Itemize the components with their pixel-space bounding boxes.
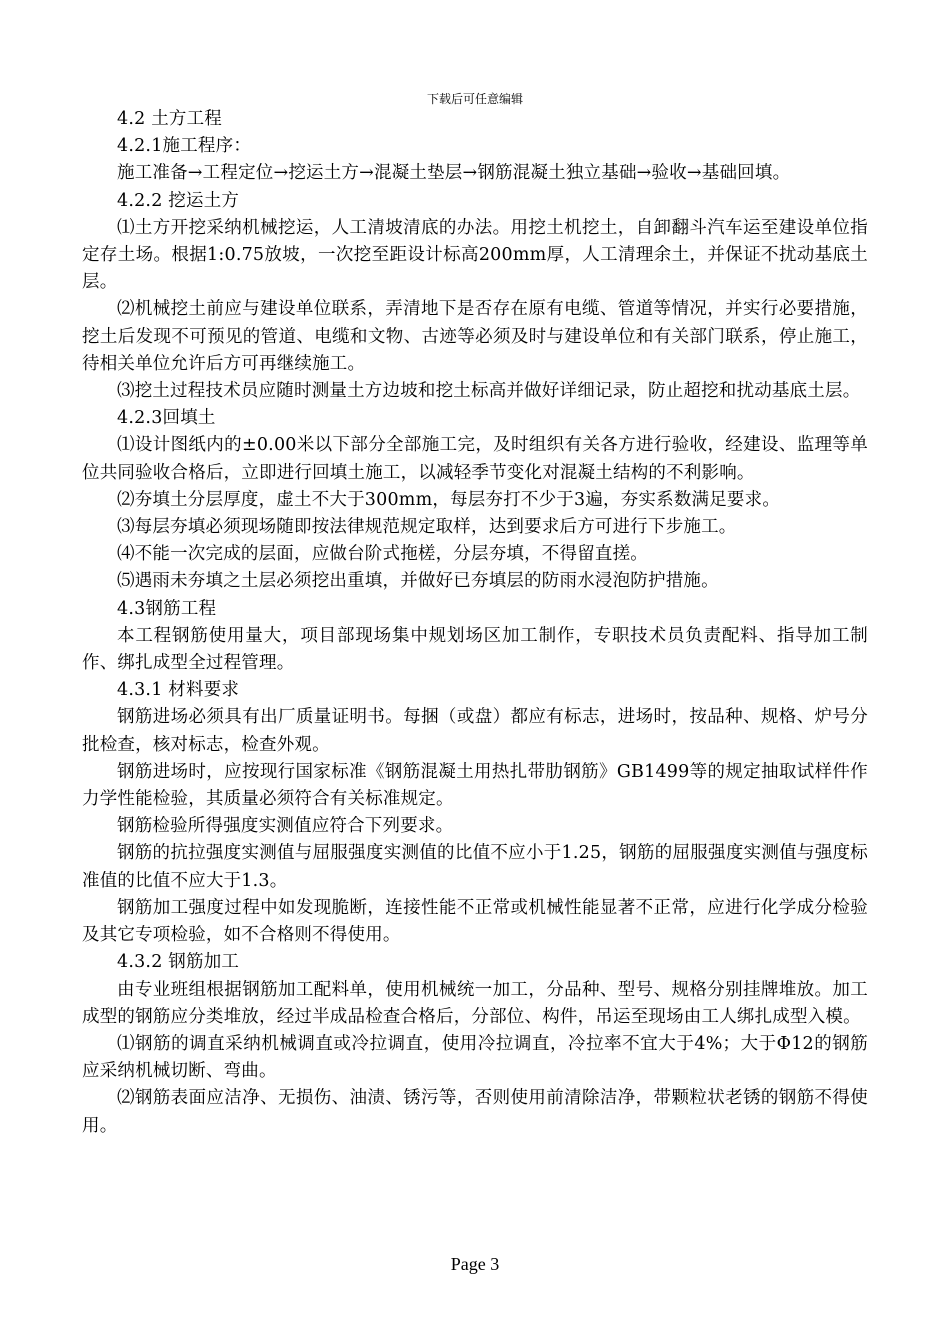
section-heading-4-2: 4.2 土方工程: [117, 109, 222, 129]
paragraph: 钢筋进场必须具有出厂质量证明书。每捆（或盘）都应有标志，进场时，按品种、规格、炉号分批检查，核对标志，检查外观。: [82, 707, 868, 755]
paragraph: ⑷不能一次完成的层面，应做台阶式拖槎，分层夯填，不得留直搓。: [117, 544, 648, 565]
document-body: [82, 106, 868, 1140]
page-number: Page 3: [450, 1254, 500, 1274]
section-heading-4-3: 4.3钢筋工程: [117, 598, 217, 619]
paragraph: ⑸遇雨未夯填之土层必须挖出重填，并做好已夯填层的防雨水浸泡防护措施。: [117, 571, 719, 592]
paragraph: ⑵夯填土分层厚度，虚土不大于300mm，每层夯打不少于3遍，夯实系数满足要求。: [117, 489, 781, 510]
paragraph: 钢筋检验所得强度实测值应符合下列要求。: [117, 816, 454, 837]
subheading-4-3-2: 4.3.2 钢筋加工: [117, 952, 240, 973]
subheading-4-2-3: 4.2.3回填土: [117, 408, 216, 429]
paragraph: ⑶每层夯填必须现场随即按法律规范规定取样，达到要求后方可进行下步施工。: [117, 517, 737, 538]
subheading-4-2-2: 4.2.2 挖运土方: [117, 190, 240, 211]
paragraph: 施工准备→工程定位→挖运土方→混凝土垫层→钢筋混凝土独立基础→验收→基础回填。: [117, 163, 791, 184]
subheading-4-3-1: 4.3.1 材料要求: [117, 680, 240, 701]
subheading-4-2-1: 4.2.1施工程序：: [117, 136, 252, 157]
page-header: 下载后可任意编辑: [426, 92, 523, 106]
paragraph: 由专业班组根据钢筋加工配料单，使用机械统一加工，分品种、型号、规格分别挂牌堆放。加工成型的钢筋应分类堆放，经过半成品检查合格后，分部位、构件，吊运至现场由工人绑扎成型入模。: [82, 979, 868, 1027]
paragraph: ⑶挖土过程技术员应随时测量土方边坡和挖土标高并做好详细记录，防止超挖和扰动基底土层。: [117, 381, 861, 402]
paragraph: 本工程钢筋使用量大，项目部现场集中规划场区加工制作，专职技术员负责配料、指导加工制作、绑扎成型全过程管理。: [82, 625, 868, 674]
paragraph: 钢筋加工强度过程中如发现脆断，连接性能不正常或机械性能显著不正常，应进行化学成分检验及其它专项检验，如不合格则不得使用。: [82, 897, 868, 946]
paragraph: ⑴土方开挖采纳机械挖运，人工清坡清底的办法。用挖土机挖土，自卸翻斗汽车运至建设单位指定存土场。根据1:0.75放坡，一次挖至距设计标高200mm厚，人工清理余土，并保证不扰动基底土层。: [82, 217, 868, 293]
paragraph: 钢筋的抗拉强度实测值与屈服强度实测值的比值不应小于1.25，钢筋的屈服强度实测值与强度标准值的比值不应大于1.3。: [82, 843, 868, 891]
paragraph: ⑴设计图纸内的±0.00米以下部分全部施工完，及时组织有关各方进行验收，经建设、监理等单位共同验收合格后，立即进行回填土施工，以减轻季节变化对混凝土结构的不利影响。: [82, 435, 868, 483]
paragraph: ⑵机械挖土前应与建设单位联系，弄清地下是否存在原有电缆、管道等情况，并实行必要措施，挖土后发现不可预见的管道、电缆和文物、古迹等必须及时与建设单位和有关部门联系，停止施工，待相关单位允许后方可再继续施工。: [82, 299, 868, 374]
paragraph: 钢筋进场时，应按现行国家标准《钢筋混凝土用热扎带肋钢筋》GB1499等的规定抽取试样件作力学性能检验，其质量必须符合有关标准规定。: [82, 761, 868, 810]
paragraph: ⑴钢筋的调直采纳机械调直或冷拉调直，使用冷拉调直，冷拉率不宜大于4%；大于Φ12的钢筋应采纳机械切断、弯曲。: [82, 1033, 868, 1082]
paragraph: ⑵钢筋表面应洁净、无损伤、油渍、锈污等，否则使用前清除洁净，带颗粒状老锈的钢筋不得使用。: [82, 1088, 868, 1136]
